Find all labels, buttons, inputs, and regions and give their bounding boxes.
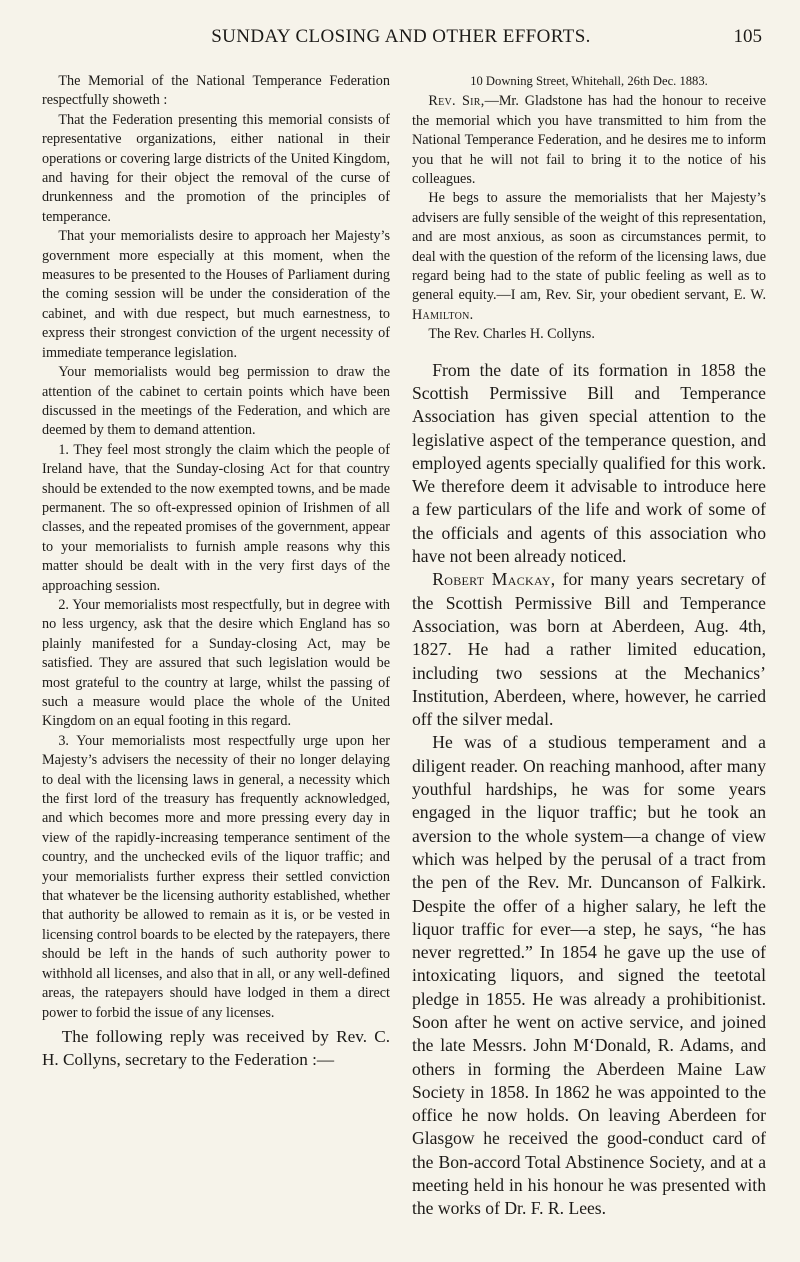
main-text (412, 359, 766, 1221)
body-paragraph: He was of a studious temperament and a diligent reader. On reaching manhood, after many youthful hardships, he was for some years engaged in the liquor traffic; but he took an aversion to the whole system—a change of view which was helped by the perusal of a tract from the pen of the Rev. Mr. Duncanson of Falkirk. Despite the offer of a higher salary, he left the liquor traffic for ever—a step, he says, “he has never regretted.” In 1854 he gave up the use of intoxicating liquors, and signed the teetotal pledge in 1855. He was already a prohibitionist. Soon after he went on active service, and joined the late Messrs. John M‘Donald, R. Adams, and others in forming the Aberdeen Maine Law Society in 1858. In 1862 he was appointed to the office he now holds. On leaving Aberdeen for Glasgow he received the good-conduct card of the Bon-accord Total Abstinence Society, and at a meeting held in his honour he was presented with the works of Dr. F. R. Lees. (412, 732, 766, 1219)
reply-intro: The following reply was received by Rev. C. H. Collyns, secretary to the Federation :— (42, 1026, 390, 1069)
memorial-point-1: 1. They feel most strongly the claim which the people of Ireland have, that the Sunday-closing Act for that country should be extended to the now exempted towns, and be made permanent. The so oft-expressed opinion of Irishmen of all classes, and the repeated promises of the government, appear to your memorialists to furnish ample reasons why this matter should be dealt with in the very first days of the approaching session. (42, 441, 390, 594)
memorial-point-3: 3. Your memorialists most respectfully urge upon her Majesty’s advisers the necessity of their no longer delaying to deal with the licensing laws in general, a necessity which the first lord of the treasury has frequently acknowledged, and which becomes more and more pressing every day in view of the rapidly-increasing temperance sentiment of the country, and the unchecked evils of the liquor traffic; and your memorialists further express their settled conviction that whatever be the licensing authority established, whether that authority be allowed to remain as it is, or be vested in licensing control boards to be elected by the ratepayers, there should be left in the hands of such authority power to withhold all licenses, and also that in all, or any well-defined areas, the ratepayers should have lodged in them a direct power to forbid the issue of any licenses. (42, 732, 390, 1021)
letter-paragraph (412, 92, 766, 189)
memorial-point-2: 2. Your memorialists most respectfully, but in degree with no less urgency, ask that the desire which England has so plainly manifested for a Sunday-closing Act, may be satisfied. They are assured that such legislation would be most grateful to the country at large, whilst the passing of such a measure would place the whole of the United Kingdom on an equal footing in this regard. (42, 596, 390, 730)
letter-text: —Mr. Gladstone has had the honour to receive the memorial which you have transmitted to him from the National Temperance Federation, and he desires me to inform you that he will not fail to bring it to the notice of his colleagues. (412, 93, 766, 188)
letter-dateline: 10 Downing Street, Whitehall, 26th Dec. 1883. (470, 74, 708, 88)
memorial-paragraph: Your memorialists would beg permission to draw the attention of the cabinet to certain points which have been discussed in the meetings of the Federation, and which are deemed by them to demand attention. (42, 364, 390, 439)
left-column (42, 72, 390, 1242)
page-header (40, 26, 762, 60)
body-paragraph (412, 568, 766, 731)
right-column (412, 72, 766, 1242)
memorial-paragraph: That your memorialists desire to approach her Majesty’s government more especially at this moment, when the measures to be presented to the Houses of Parliament during the coming session will be under the consideration of the cabinet, and with due respect, but much earnestness, to express their strongest conviction of the urgent necessity of immediate temperance legislation. (42, 228, 390, 361)
person-name: Robert Mackay, (432, 569, 556, 590)
memorial-paragraph: That the Federation presenting this memorial consists of representative organizations, either national in their operations or covering large districts of the United Kingdom, and having for their object the removal of the curse of drunkenness and the promotion of the principles of temperance. (42, 111, 390, 225)
signature-surname: Hamilton. (412, 306, 474, 323)
letter-paragraph (412, 189, 766, 325)
page-number: 105 (733, 26, 762, 47)
letter-text: He begs to assure the memorialists that her Majesty’s advisers are fully sensible of the weight of this representation, and are most anxious, as soon as circumstances permit, to deal with the question of the reform of the licensing laws, due regard being had to the state of public feeling as well as to general equity.—I am, Rev. Sir, your obedient servant, (412, 190, 766, 304)
body-text: for many years secretary of the Scottish Permissive Bill and Temperance Association, was born at Aberdeen, Aug. 4th, 1827. He had a rather limited education, including two sessions at the Mechanics’ Institution, Aberdeen, where, however, he carried off the silver medal. (412, 569, 766, 730)
signature-initials: E. W. (733, 287, 766, 304)
reply-letter (412, 72, 766, 345)
letter-addressee: The Rev. Charles H. Collyns. (428, 326, 595, 343)
running-title: SUNDAY CLOSING AND OTHER EFFORTS. (211, 26, 591, 47)
body-paragraph: From the date of its formation in 1858 the Scottish Permissive Bill and Temperance Association has given special attention to the legislative aspect of the temperance question, and employed agents specially qualified for this work. We therefore deem it advisable to introduce here a few particulars of the life and work of some of the officials and agents of this association who have not been already noticed. (412, 359, 766, 567)
memorial-intro: The Memorial of the National Temperance Federation respectfully showeth : (42, 73, 390, 109)
letter-salutation: Rev. Sir, (428, 93, 485, 110)
